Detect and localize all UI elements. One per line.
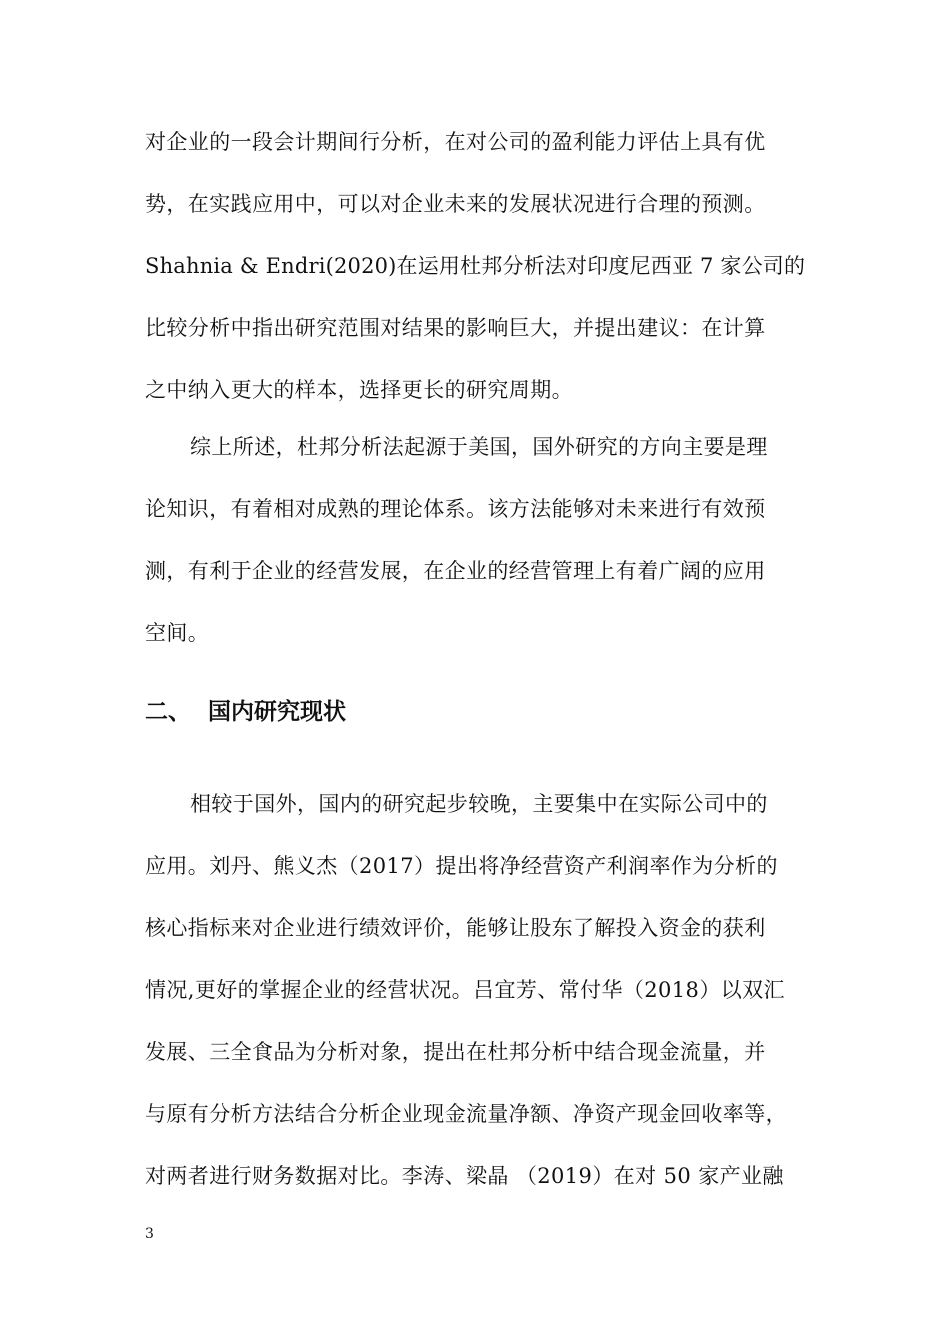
- paragraph-line: 论知识，有着相对成熟的理论体系。该方法能够对未来进行有效预: [145, 497, 766, 521]
- paragraph-line: 对两者进行财务数据对比。李涛、梁晶 （2019）在对 50 家产业融: [145, 1164, 784, 1188]
- paragraph-line: 相较于国外，国内的研究起步较晚，主要集中在实际公司中的: [190, 792, 768, 816]
- page-number: 3: [145, 1226, 154, 1242]
- paragraph-line: 比较分析中指出研究范围对结果的影响巨大，并提出建议：在计算: [145, 316, 766, 340]
- paragraph-line: 发展、三全食品为分析对象，提出在杜邦分析中结合现金流量，并: [145, 1040, 766, 1064]
- section-heading: [145, 696, 346, 728]
- paragraph-line: 势，在实践应用中，可以对企业未来的发展状况进行合理的预测。: [145, 192, 766, 216]
- paragraph-line: 核心指标来对企业进行绩效评价，能够让股东了解投入资金的获利: [145, 916, 766, 940]
- paragraph-line: 之中纳入更大的样本，选择更长的研究周期。: [145, 378, 573, 402]
- paragraph-line: 应用。刘丹、熊义杰（2017）提出将净经营资产利润率作为分析的: [145, 854, 778, 878]
- paragraph-line: 情况,更好的掌握企业的经营状况。吕宜芳、常付华（2018）以双汇: [145, 978, 785, 1002]
- paragraph-line: 综上所述，杜邦分析法起源于美国，国外研究的方向主要是理: [190, 435, 768, 459]
- paragraph-line: Shahnia & Endri(2020)在运用杜邦分析法对印度尼西亚 7 家公司的: [145, 254, 806, 278]
- paragraph-line: 空间。: [145, 621, 210, 645]
- section-number: 二、: [145, 699, 191, 725]
- paragraph-line: 测，有利于企业的经营发展，在企业的经营管理上有着广阔的应用: [145, 559, 766, 583]
- section-title: 国内研究现状: [208, 699, 346, 725]
- paragraph-line: 对企业的一段会计期间行分析，在对公司的盈利能力评估上具有优: [145, 130, 766, 154]
- paragraph-line: 与原有分析方法结合分析企业现金流量净额、净资产现金回收率等，: [145, 1102, 787, 1126]
